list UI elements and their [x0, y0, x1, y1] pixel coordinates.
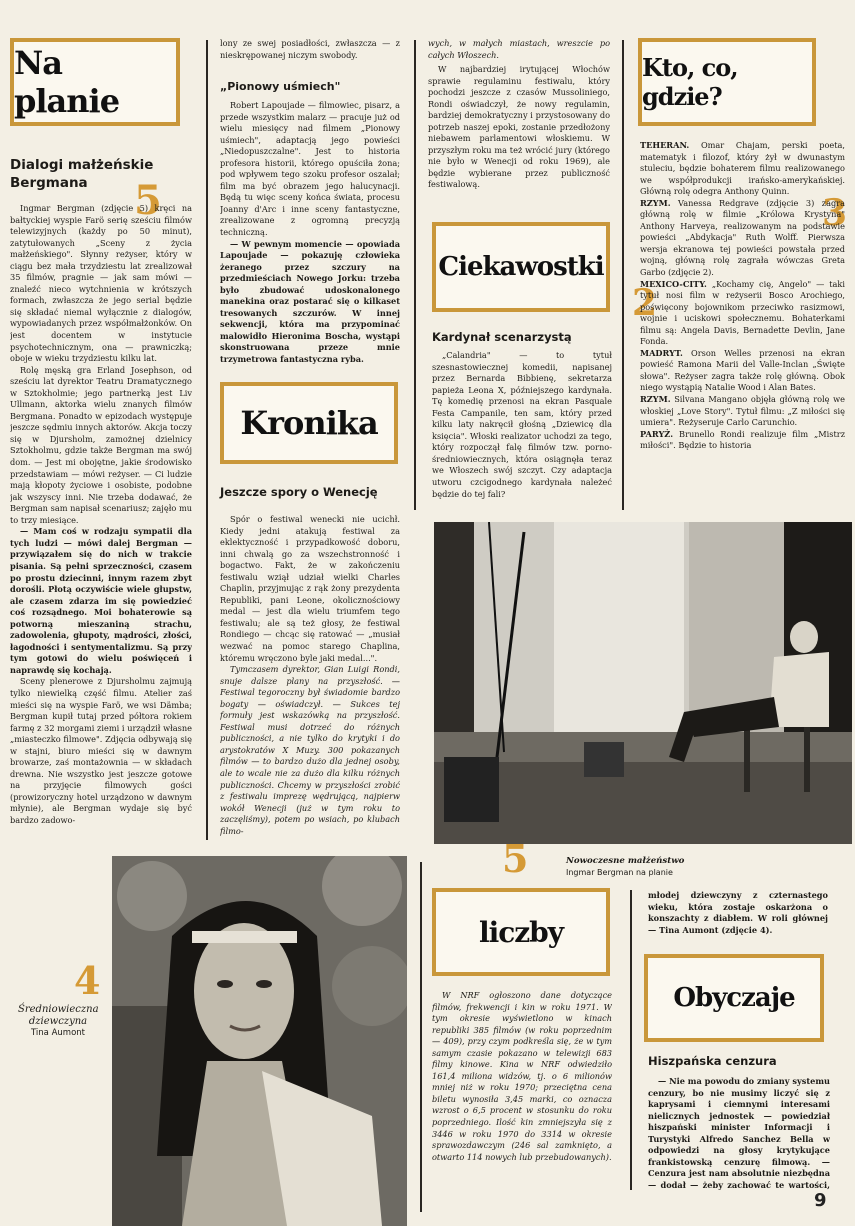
- photo-aumont-image: [112, 856, 407, 1226]
- paragraph: Spór o festiwal wenecki nie ucichł. Kiedy jedni atakują festiwal za eklektyczność i przypadkowość doboru, inni chwalą go za wszechstronność i bogactwo. Fakt, że w zakończeniu festiwalu wziął udział wielki Charles Chaplin, przyjmując z rąk żony prezydenta Republiki, pani Leone, okolicznościowy medal — jest dla wielu triumfem tego festiwalu; ale są też głosy, że festiwal Rondiego — chcąc się ratować — „musiał wezwać na pomoc starego Chaplina, któremu wręczono byle jaki medal...".: [220, 514, 400, 663]
- caption-title: Średniowieczna dziewczyna: [18, 1004, 99, 1027]
- headline-wenecja: Jeszcze spory o Wenecję: [220, 485, 378, 499]
- article-dialogi-body: [10, 203, 192, 843]
- news-entry: TEHERAN. Omar Chajam, perski poeta, matematyk i filozof, który żył w dwunastym stuleciu, będzie bohaterem filmu realizowanego we współprodukcji irańsko-amerykańskiej. Główną rolę odegra Anthony Quinn.: [640, 140, 845, 197]
- photo-ref-number: 2: [632, 282, 658, 324]
- news-entry: RZYM. Silvana Mangano objęła główną rolę we włoskiej „Love Story". Tytuł filmu: „Z miłości się umiera". Reżyseruje Carlo Carunchio.: [640, 394, 845, 428]
- column-divider: [630, 890, 632, 1190]
- headline-dialogi: Dialogi małżeńskie Bergmana: [10, 157, 154, 191]
- subtitle-pionowy-usmiech: „Pionowy uśmiech": [220, 80, 341, 93]
- header-na-planie: Na planie: [10, 38, 180, 126]
- photo-ref-number: 4: [74, 958, 101, 1003]
- photo-ref-number: 3: [822, 192, 848, 234]
- paragraph: W najbardziej irytującej Włochów sprawie regulaminu festiwalu, który pochodzi jeszcze z czasów Mussoliniego, Rondi oświadczył, że nowy regulamin, bardziej demokratyczny i przystosowany do potrzeb naszej epoki, zostanie przedłożony niebawem parlamentowi włoskiemu. W przyszłym roku ma też wrócić jury (którego nie było w Wenecji od roku 1969), ale będzie wybierane przez publiczność festiwalową.: [428, 64, 610, 190]
- photo-bergman-image: [434, 522, 852, 844]
- article-festiwal-continuation: [428, 64, 610, 204]
- caption-sub: Ingmar Bergman na planie: [566, 868, 673, 877]
- paragraph: — Mam coś w rodzaju sympatii dla tych ludzi — mówi dalej Bergman — przywiązałem się do nich w trakcie pisania. Są pełni sprzeczności, czasem po prostu dziecinni, innym razem zbyt dorośli. Płotą oczywiście wiele głupstw, ale czasem zdarza im się powiedzieć coś rozsądnego. Moi bohaterowie są potworną mieszaniną strachu, zadowolenia, głupoty, mądrości, złości, łagodności i sentymentalizmu. Są przy tym gotowi do wielu poświęceń i naprawdę się kochają.: [10, 526, 192, 675]
- caption-aumont: [18, 1004, 98, 1039]
- paragraph: Robert Lapoujade — filmowiec, pisarz, a przede wszystkim malarz — pracuje już od wielu miesięcy nad filmem „Pionowy uśmiech", adaptacją jego powieści „Niedopuszczalne". Jest to historia profesora historii, którego opuściła żona; pod wpływem tego szoku profesor oszalał; film ma być obrazem jego halucynacji. Będą tu więc sceny końca świata, procesu Joanny d'Arc i inne sceny fantastyczne, zrealizowane z ogromną precyzją techniczną.: [220, 100, 400, 238]
- headline-kardynal: Kardynał scenarzystą: [432, 330, 572, 344]
- headline-hiszpanska-cenzura: Hiszpańska cenzura: [648, 1054, 777, 1068]
- lead-text: lony ze swej posiadłości, zwłaszcza — z nieskrępowanej niczym swobody.: [220, 38, 400, 60]
- column-3-top: [428, 38, 610, 64]
- paragraph: Tymczasem dyrektor, Gian Luigi Rondi, snuje dalsze plany na przyszłość. — Festiwal tegoroczny był świadomie bardzo bogaty — oświadczył. — Sukces tej formuły jest wskazówką na przyszłość. Festiwal musi dotrzeć do różnych publiczności, a nie tylko do krytyki i do arystokratów X Muzy. 300 pokazanych filmów — to bardzo dużo dla jednej osoby, ale to wcale nie za dużo dla kilku różnych publiczności. Chcemy w przyszłości zrobić z festiwalu imprezę wędrującą, najpierw wokół Wenecji (już w tym roku to zaczęliśmy), potem po wsiach, po klubach filmo-: [220, 664, 400, 836]
- paragraph: — Nie ma powodu do zmiany systemu cenzury, bo nie musimy liczyć się z kaprysami i ciemnymi interesami nielicznych jednostek — powiedział hiszpański minister Informacji i Turystyki Alfredo Sanchez Bella w odpowiedzi na głosy krytykujące frankistowską cenzurę filmową. — Cenzura jest nam absolutnie niezbędna — dodał — żeby zachować te wartości,: [648, 1076, 830, 1190]
- paragraph: Ingmar Bergman (zdjęcie 5) kręci na bałtyckiej wyspie Farö serię sześciu filmów telewizyjnych (każdy po 50 minut), zatytułowanych „Sceny z życia małżeńskiego". Słynny reżyser, który w ciągu bez mała trzydziestu lat zrealizował 35 filmów, pragnie — jak sam mówi — znaleźć nieco wytchnienia w krótszych formach, zwłaszcza że jego serial będzie się składać niemal wyłącznie z dialogów, wypowiadanych przez współmałżonków. On jest docentem w instytucie psychotechnicznym, ona — prawniczką; oboje w wieku trzydziestu kilku lat.: [10, 203, 192, 364]
- caption-bergman: [566, 856, 746, 878]
- photo-ref-number: 5: [134, 177, 162, 224]
- column-divider: [420, 862, 422, 1212]
- article-liczby-body: [432, 990, 612, 1215]
- paragraph: Sceny plenerowe z Djursholmu zajmują tylko niewielką część filmu. Atelier zaś mieści się na wyspie Farö, we wsi Dämba; Bergman kupił tutaj przed półtora rokiem farmę z 32 morgami ziemi i urządził własne „miasteczko filmowe". Zdjęcia odbywają się w stajni, biuro mieści się w dawnym browarze, zaś montażownia — w składach drewna. Nie wszystko jest jeszcze gotowe na przyjęcie filmowych gości (prowizoryczny hotel urządzono w dawnym młynie), ale Bergman wydaje się być bardzo zadowo-: [10, 676, 192, 825]
- caption-sub: Tina Aumont: [31, 1028, 85, 1038]
- column-divider: [622, 40, 624, 510]
- news-entry: MEXICO-CITY. „Kochamy cię, Angelo" — taki tytuł nosi film w reżyserii Bosco Arochiego, poświęcony bojownikom przeciwko rasizmowi, wojnie i uciskowi społecznemu. Bohaterkami filmu są: Angela Davis, Bernadette Devlin, Jane Fonda.: [640, 278, 845, 347]
- paragraph: — W pewnym momencie — opowiada Lapoujade — pokazuję człowieka żeranego przez szczury na przedmieściach Nowego Jorku: trzeba było zbudować udoskonalonego manekina oraz postarać się o kilkaset tresowanych szczurów. W innej sekwencji, która ma przypominać malowidło Hieronima Boscha, wystąpi skonstruowana przeze mnie trzymetrowa fantastyczna ryba.: [220, 238, 400, 365]
- article-mistrz-continuation: [648, 890, 828, 940]
- header-obyczaje: Obyczaje: [644, 954, 824, 1042]
- lead-text: wych, w małych miastach, wreszcie po całych Włoszech.: [428, 38, 610, 60]
- header-kronika: Kronika: [220, 382, 398, 464]
- article-cenzura-body: [648, 1076, 830, 1191]
- photo-tina-aumont: [112, 856, 407, 1226]
- column-2-top: [220, 38, 400, 64]
- article-kto-co-gdzie-body: [640, 140, 848, 512]
- news-entry: MADRYT. Orson Welles przenosi na ekran powieść Ramona Marii del Valle-Inclan „Święte słowa". Reżyser zagra także rolę główną. Obok niego wystąpią Natalie Wood i Alan Bates.: [640, 347, 845, 393]
- header-ciekawostki: Ciekawostki: [432, 222, 610, 312]
- photo-bergman-on-set: [434, 522, 852, 844]
- article-kardynal-body: [432, 350, 612, 512]
- column-divider: [414, 40, 416, 510]
- news-entry: PARYŻ. Brunello Rondi realizuje film „Mistrz miłości". Będzie to historia: [640, 428, 845, 451]
- caption-title: Nowoczesne małżeństwo: [566, 856, 685, 866]
- paragraph: Rolę męską gra Erland Josephson, od sześciu lat dyrektor Teatru Dramatycznego w Sztokholmie; jego partnerką jest Liv Ullmann, aktorka wielu znanych filmów Bergmana. Ponadto w epizodach występuje jeszcze sędmiu innych aktorów. Akcja toczy się w Djursholm, zamożnej dzielnicy Sztokholmu, gdzie także Bergman ma swój dom. — Jest mi obojętne, jakie środowisko przedstawiam — mówi reżyser. — Ci ludzie mają kłopoty życiowe i osobiste, podobne jak wszyscy inni. Nie trzeba dodawać, że Bergman sam napisał scenariusz; zajęło mu to trzy miesiące.: [10, 364, 192, 525]
- photo-ref-number: 5: [502, 836, 529, 881]
- paragraph: „Calandria" — to tytuł szesnastowiecznej komedii, napisanej przez Bernarda Bibbienę, sekretarza papieża Leona X, późniejszego kardynała. Tę komedię przenosi na ekran Pasquale Festa Campanile, ten sam, który przed kilku laty nakręcił głośną „Dziewicę dla księcia". Włoski realizator uchodzi za tego, który rozpoczął falę filmów tzw. porno-średniowiecznych, która osiągnęła teraz we Włoszech swój szczyt. Czy adaptacja utworu czcigodnego kardynała należeć będzie do tej fali?: [432, 350, 612, 499]
- column-divider: [206, 40, 208, 840]
- header-liczby: liczby: [432, 888, 610, 976]
- news-entry: RZYM. Vanessa Redgrave (zdjęcie 3) zagra główną rolę w filmie „Królowa Krystyna" Anthony Harveya, realizowanym na podstawie powieści „Abdykacja" Ruth Wolff. Pierwsza wersja ekranowa tej powieści powstała przed wojną, główną rolę zagrała wówczas Greta Garbo (zdjęcie 2).: [640, 197, 845, 278]
- header-kto-co-gdzie: Kto, co, gdzie?: [638, 38, 816, 126]
- article-wenecja-body: [220, 514, 400, 844]
- page-number: 9: [814, 1190, 827, 1211]
- paragraph: W NRF ogłoszono dane dotyczące filmów, frekwencji i kin w roku 1971. W tym okresie wyświetlono w kinach republiki 385 filmów (w roku poprzednim — 409), przy czym podkreśla się, że w tym samym czasie pokazano w telewizji 683 filmy kinowe. Kina w NRF odwiedziło 161,4 miliona widzów, tj. o 6 milionów mniej niż w roku 1970; przeciętna cena biletu wynosiła 3,45 marki, co oznacza wzrost o 6,5 procent w stosunku do roku poprzedniego. Ilość kin zmniejszyła się z 3446 w roku 1970 do 3314 w okresie sprawozdawczym (246 sal zamknięto, a otwarto 114 nowych lub przebudowanych).: [432, 990, 612, 1162]
- article-pionowy-body: [220, 100, 400, 370]
- lead-text: młodej dziewczyny z czternastego wieku, która zostaje oskarżona o konszachty z diabłem. W roli głównej — Tina Aumont (zdjęcie 4).: [648, 890, 828, 935]
